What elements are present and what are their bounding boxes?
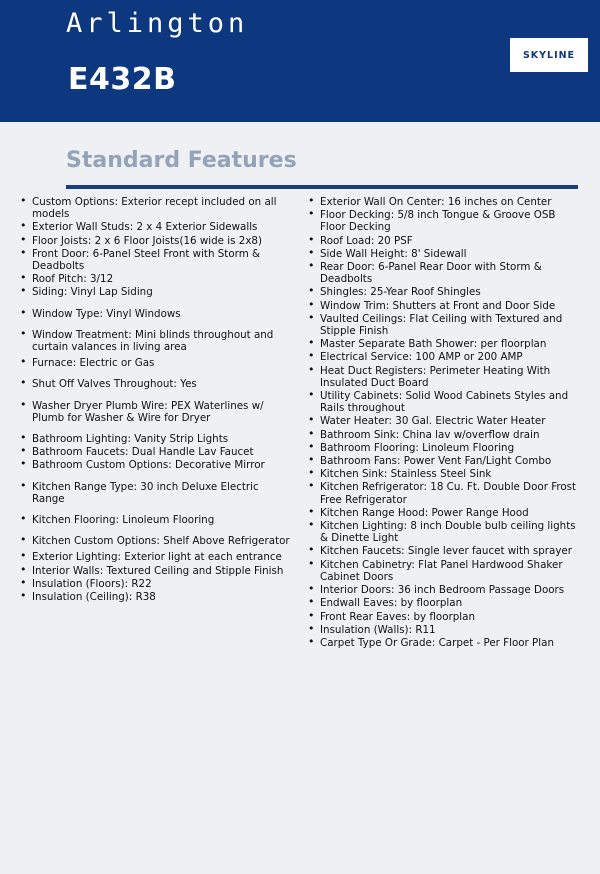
- skyline-logo-text: SKYLINE: [522, 49, 576, 61]
- feature-item: • Master Separate Bath Shower: per floorplan: [302, 338, 580, 350]
- feature-item: • Floor Joists: 2 x 6 Floor Joists(16 wide is 2x8): [14, 235, 292, 247]
- feature-item: • Kitchen Lighting: 8 inch Double bulb ceiling lights & Dinette Light: [302, 520, 580, 544]
- feature-item: • Carpet Type Or Grade: Carpet - Per Floor Plan: [302, 637, 580, 649]
- feature-item: • Kitchen Cabinetry: Flat Panel Hardwood Shaker Cabinet Doors: [302, 559, 580, 583]
- feature-list-left: [14, 196, 292, 603]
- feature-item: • Window Type: Vinyl Windows: [14, 308, 292, 320]
- model-name: E432B: [68, 62, 177, 97]
- feature-item: • Exterior Lighting: Exterior light at each entrance: [14, 551, 292, 563]
- feature-item: • Endwall Eaves: by floorplan: [302, 597, 580, 609]
- feature-item: • Rear Door: 6-Panel Rear Door with Storm & Deadbolts: [302, 261, 580, 285]
- feature-item: • Washer Dryer Plumb Wire: PEX Waterlines w/ Plumb for Washer & Wire for Dryer: [14, 400, 292, 424]
- feature-item: • Kitchen Range Type: 30 inch Deluxe Electric Range: [14, 481, 292, 505]
- title-divider: [66, 185, 578, 189]
- feature-item: • Custom Options: Exterior recept included on all models: [14, 196, 292, 220]
- feature-item: • Kitchen Custom Options: Shelf Above Refrigerator: [14, 535, 292, 547]
- feature-item: • Heat Duct Registers: Perimeter Heating With Insulated Duct Board: [302, 365, 580, 389]
- feature-item: • Bathroom Lighting: Vanity Strip Lights: [14, 433, 292, 445]
- page-title: Standard Features: [66, 148, 297, 173]
- feature-item: • Floor Decking: 5/8 inch Tongue & Groove OSB Floor Decking: [302, 209, 580, 233]
- feature-item: • Water Heater: 30 Gal. Electric Water Heater: [302, 415, 580, 427]
- feature-item: • Insulation (Walls): R11: [302, 624, 580, 636]
- feature-item: • Window Treatment: Mini blinds throughout and curtain valances in living area: [14, 329, 292, 353]
- feature-item: • Kitchen Flooring: Linoleum Flooring: [14, 514, 292, 526]
- features-left-column: [14, 196, 292, 650]
- feature-item: • Kitchen Sink: Stainless Steel Sink: [302, 468, 580, 480]
- feature-item: • Roof Load: 20 PSF: [302, 235, 580, 247]
- feature-item: • Exterior Wall Studs: 2 x 4 Exterior Sidewalls: [14, 221, 292, 233]
- feature-item: • Interior Doors: 36 inch Bedroom Passage Doors: [302, 584, 580, 596]
- feature-item: • Utility Cabinets: Solid Wood Cabinets Styles and Rails throughout: [302, 390, 580, 414]
- brand-name: Arlington: [66, 8, 249, 39]
- feature-item: • Insulation (Floors): R22: [14, 578, 292, 590]
- feature-item: • Bathroom Sink: China lav w/overflow drain: [302, 429, 580, 441]
- skyline-logo: [510, 38, 588, 72]
- feature-item: • Electrical Service: 100 AMP or 200 AMP: [302, 351, 580, 363]
- header-band: [0, 0, 600, 122]
- feature-item: • Shut Off Valves Throughout: Yes: [14, 378, 292, 390]
- feature-item: • Vaulted Ceilings: Flat Ceiling with Textured and Stipple Finish: [302, 313, 580, 337]
- feature-item: • Bathroom Faucets: Dual Handle Lav Faucet: [14, 446, 292, 458]
- feature-item: • Siding: Vinyl Lap Siding: [14, 286, 292, 298]
- feature-item: • Kitchen Range Hood: Power Range Hood: [302, 507, 580, 519]
- feature-item: • Roof Pitch: 3/12: [14, 273, 292, 285]
- feature-item: • Window Trim: Shutters at Front and Door Side: [302, 300, 580, 312]
- feature-item: • Kitchen Faucets: Single lever faucet with sprayer: [302, 545, 580, 557]
- feature-item: • Kitchen Refrigerator: 18 Cu. Ft. Double Door Frost Free Refrigerator: [302, 481, 580, 505]
- feature-item: • Interior Walls: Textured Ceiling and Stipple Finish: [14, 565, 292, 577]
- feature-item: • Shingles: 25-Year Roof Shingles: [302, 286, 580, 298]
- feature-item: • Insulation (Ceiling): R38: [14, 591, 292, 603]
- feature-list-right: [302, 196, 580, 649]
- feature-item: • Bathroom Custom Options: Decorative Mirror: [14, 459, 292, 471]
- feature-item: • Front Rear Eaves: by floorplan: [302, 611, 580, 623]
- feature-item: • Side Wall Height: 8' Sidewall: [302, 248, 580, 260]
- feature-item: • Exterior Wall On Center: 16 inches on Center: [302, 196, 580, 208]
- feature-item: • Furnace: Electric or Gas: [14, 357, 292, 369]
- feature-item: • Front Door: 6-Panel Steel Front with Storm & Deadbolts: [14, 248, 292, 272]
- features-right-column: [302, 196, 580, 650]
- feature-item: • Bathroom Fans: Power Vent Fan/Light Combo: [302, 455, 580, 467]
- features-columns: [14, 196, 588, 650]
- feature-item: • Bathroom Flooring: Linoleum Flooring: [302, 442, 580, 454]
